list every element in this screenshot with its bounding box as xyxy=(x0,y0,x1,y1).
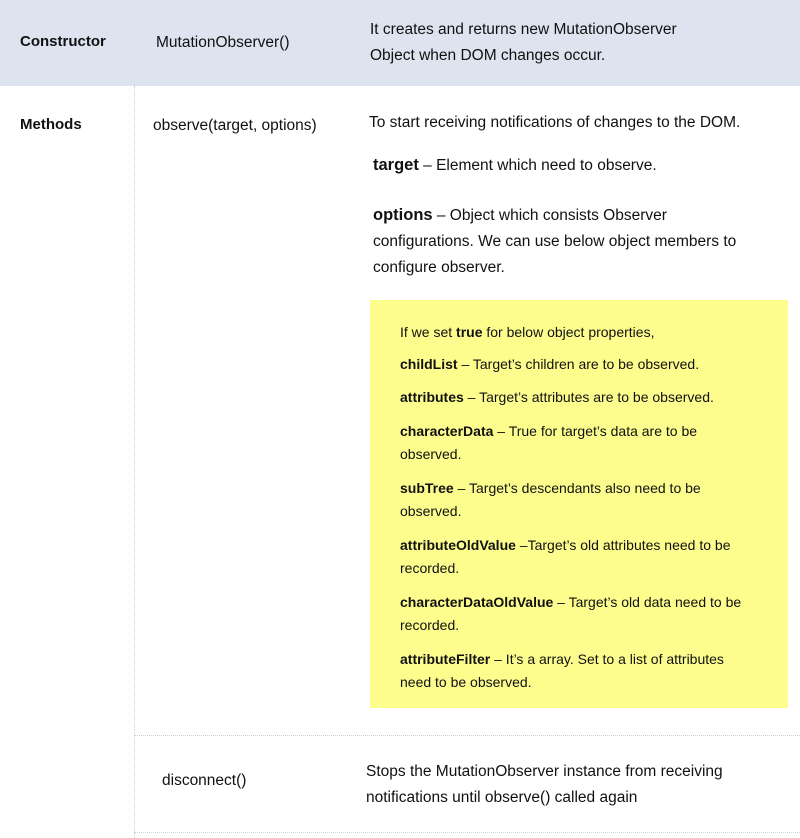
column-divider xyxy=(134,86,135,838)
param-options xyxy=(373,202,783,281)
row-divider xyxy=(134,735,800,736)
option-text: – Target’s children are to be observed. xyxy=(457,356,700,372)
option-attributeFilter xyxy=(400,648,780,694)
option-text: – Target’s descendants also need to be xyxy=(453,480,701,496)
option-name: attributeFilter xyxy=(400,651,491,667)
disconnect-description xyxy=(366,759,791,811)
option-text: – True for target’s data are to be xyxy=(493,423,698,439)
option-text: need to be observed. xyxy=(400,674,532,690)
methods-label: Methods xyxy=(20,116,82,133)
option-attributes xyxy=(400,386,780,409)
param-name: options xyxy=(373,206,433,224)
option-text: – It’s a array. Set to a list of attributes xyxy=(490,651,724,667)
param-text: configure observer. xyxy=(373,259,505,276)
option-name: subTree xyxy=(400,480,454,496)
param-text: – Object which consists Observer xyxy=(432,207,667,224)
option-subTree xyxy=(400,477,780,523)
disconnect-signature: disconnect() xyxy=(162,772,247,789)
option-name: characterDataOldValue xyxy=(400,594,554,610)
row-divider xyxy=(134,832,800,833)
options-intro xyxy=(400,321,780,344)
disconnect-description-line: notifications until observe() called again xyxy=(366,789,638,806)
disconnect-description-line: Stops the MutationObserver instance from receiving xyxy=(366,763,723,780)
option-characterDataOldValue xyxy=(400,591,780,637)
constructor-signature: MutationObserver() xyxy=(156,34,290,51)
option-text: observed. xyxy=(400,446,462,462)
constructor-description xyxy=(370,17,790,69)
options-intro-text: If we set xyxy=(400,324,457,340)
option-text: recorded. xyxy=(400,617,460,633)
options-intro-bold: true xyxy=(456,324,483,340)
option-childList xyxy=(400,353,780,376)
param-target xyxy=(373,152,783,179)
option-name: childList xyxy=(400,356,458,372)
option-name: characterData xyxy=(400,423,494,439)
param-text: – Element which need to observe. xyxy=(418,157,657,174)
constructor-description-line: Object when DOM changes occur. xyxy=(370,47,606,64)
constructor-description-line: It creates and returns new MutationObserver xyxy=(370,21,677,38)
observe-description: To start receiving notifications of changes to the DOM. xyxy=(369,114,741,131)
option-characterData xyxy=(400,420,780,466)
option-text: recorded. xyxy=(400,560,460,576)
param-name: target xyxy=(373,156,419,174)
option-name: attributeOldValue xyxy=(400,537,516,553)
param-text: configurations. We can use below object members to xyxy=(373,233,737,250)
option-text: – Target’s attributes are to be observed. xyxy=(463,389,714,405)
option-text: –Target’s old attributes need to be xyxy=(515,537,731,553)
options-intro-text: for below object properties, xyxy=(482,324,655,340)
option-text: observed. xyxy=(400,503,462,519)
option-name: attributes xyxy=(400,389,464,405)
option-attributeOldValue xyxy=(400,534,780,580)
constructor-label: Constructor xyxy=(20,33,106,50)
option-text: – Target’s old data need to be xyxy=(553,594,742,610)
observe-signature: observe(target, options) xyxy=(153,117,317,134)
